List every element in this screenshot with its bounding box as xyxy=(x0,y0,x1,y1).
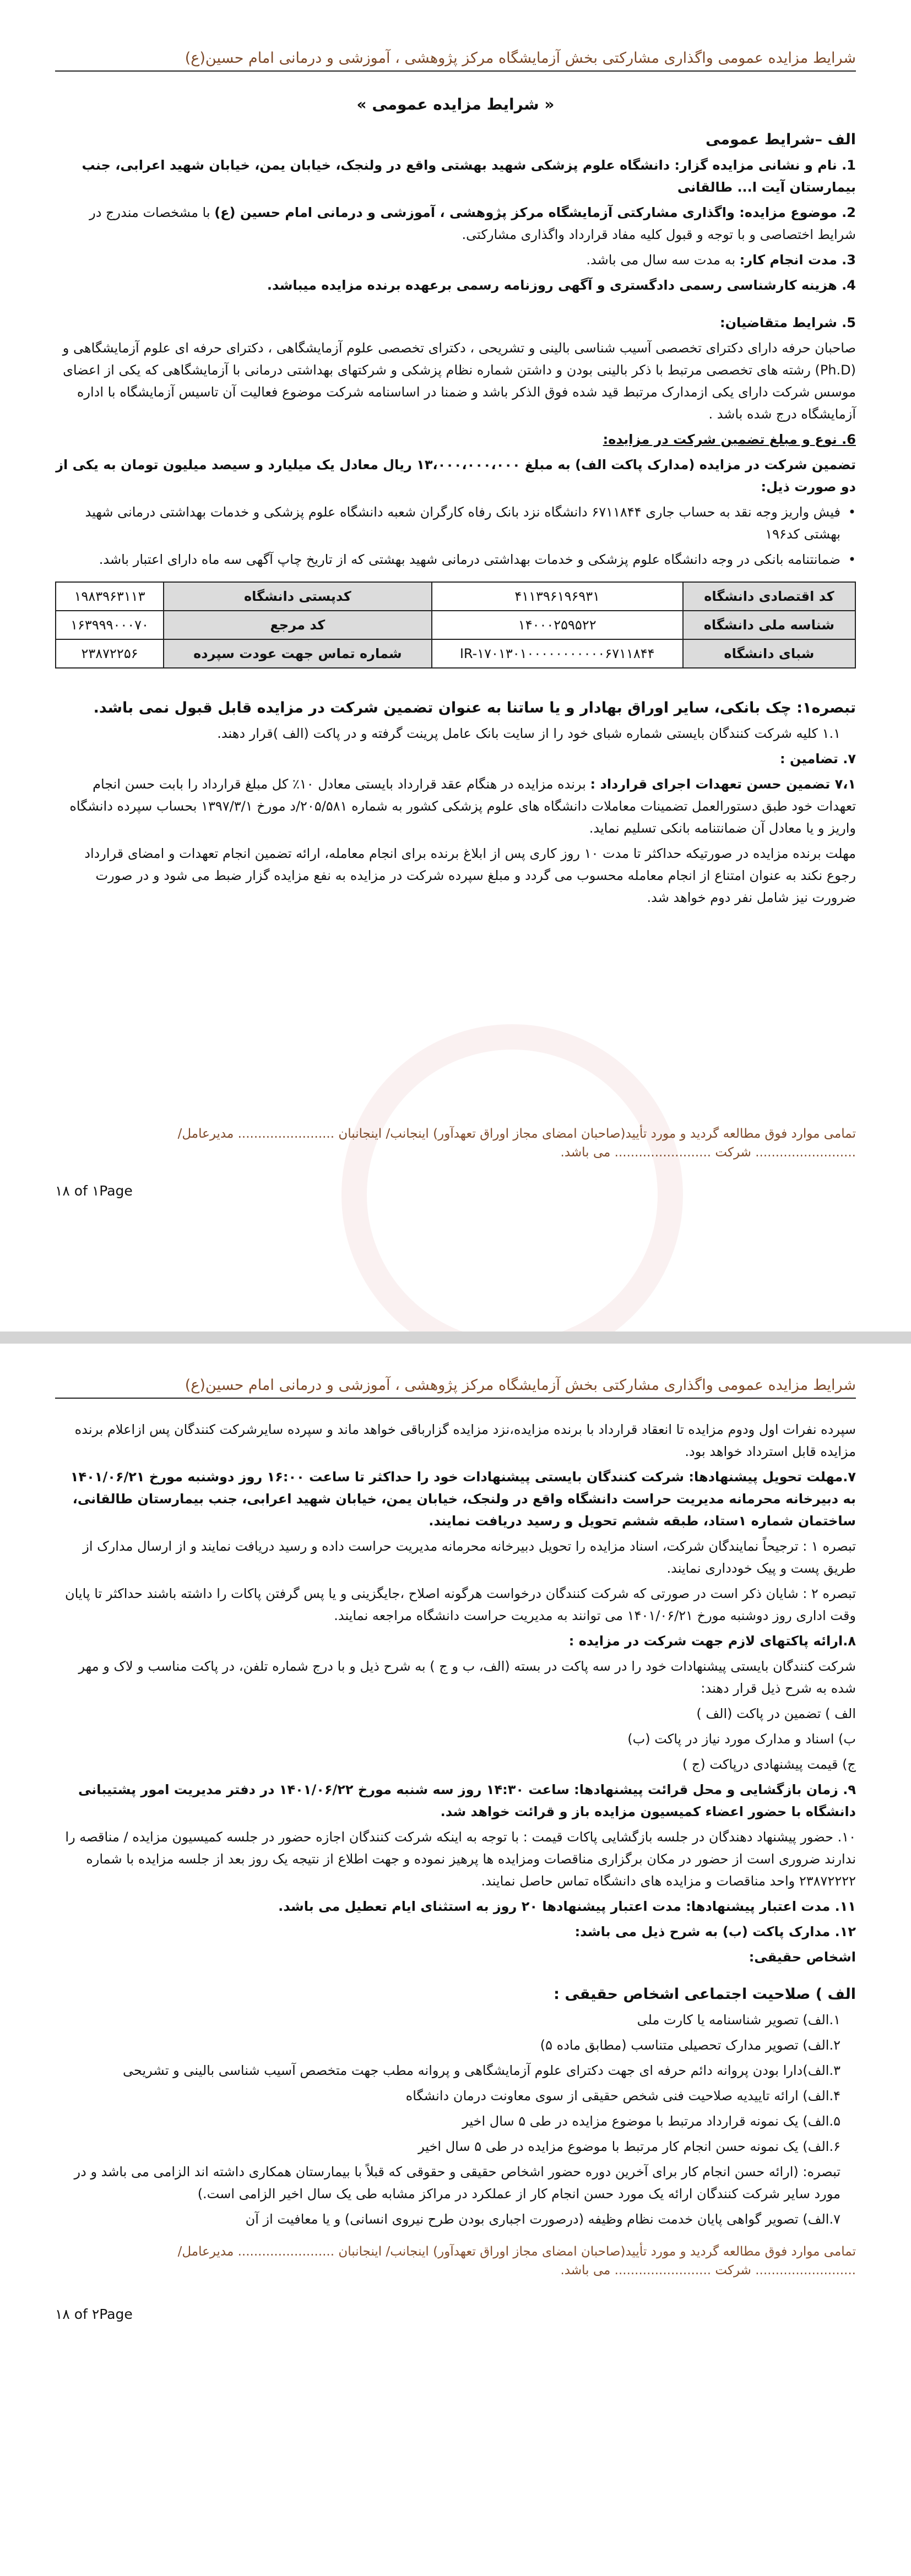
item-3-rest: به مدت سه سال می باشد. xyxy=(586,252,740,268)
item-2-rest: با مشخصات مندرج در شرایط اختصاصی و با توجه و قبول کلیه مفاد قرارداد واگذاری مشارکتی. xyxy=(89,205,856,242)
footer-company: ......................... شرکت ........................ می باشد. xyxy=(560,2263,856,2278)
list-item: ۲.الف) تصویر مدارک تحصیلی متناسب (مطابق ماده ۵) xyxy=(540,2037,840,2053)
list-item: ۷.الف) تصویر گواهی پایان خدمت نظام وظیفه (درصورت اجباری بودن طرح نیروی انسانی) و یا معافیت از آن xyxy=(245,2211,840,2227)
item-5-title: 5. شرایط متقاضیان: xyxy=(719,315,856,330)
account-info-table xyxy=(55,581,856,669)
item-7-1-bold: ۷،۱ تضمین حسن تعهدات اجرای قرارداد : xyxy=(590,776,856,792)
item-10-attendance: ۱۰. حضور پیشنهاد دهندگان در جلسه بازگشایی پاکات قیمت : با توجه به اینکه شرکت کنندگان اجازه حضور در جلسه کمیسیون مزایده / مناقصه را ندارند ضروری است از حضور در مکان برگزاری مناقصات ومزایده ها پرهیز نموده و جهت اطلاع از نتیجه یک روز بعد از جلسه مزایده با شماره ۲۳۸۷۲۲۲۲ واحد مناقصات و مزایده های دانشگاه تماس حاصل نمایند. xyxy=(65,1829,856,1889)
note-withdrawal: تبصره ۲ : شایان ذکر است در صورتی که شرکت کنندگان درخواست هرگونه اصلاح ،جایگزینی و یا پس گرفتن پاکات را داشته باشند حداکثر تا پایان وقت اداری روز دوشنبه مورخ ۱۴۰۱/۰۶/۲۱ می توانند به مدیریت حراست دانشگاه مراجعه نمایند. xyxy=(64,1586,856,1623)
item-7-1 xyxy=(55,773,856,839)
item-8-title: ۸.ارائه پاکتهای لازم جهت شرکت در مزایده : xyxy=(568,1633,856,1649)
page-footer xyxy=(55,2242,856,2280)
note-1: تبصره۱: چک بانکی، سایر اوراق بهادار و یا ساتنا به عنوان تضمین شرکت در مزایده قابل قبول نمی باشد. xyxy=(93,699,856,716)
item-11-validity: ۱۱. مدت اعتبار پیشنهادها: مدت اعتبار پیشنهادها ۲۰ روز به استثنای ایام تعطیل می باشد. xyxy=(278,1899,856,1914)
item-9-opening: ۹. زمان بازگشایی و محل قرائت پیشنهادها: ساعت ۱۴:۳۰ روز سه شنبه مورخ ۱۴۰۱/۰۶/۲۲ در دفتر مدیریت امور پشتیبانی دانشگاه با حضور اعضاء کمیسیون مزایده باز و قرائت خواهد شد. xyxy=(78,1782,856,1819)
deposit-retention: سپرده نفرات اول ودوم مزایده تا انعقاد قرارداد با برنده مزایده،نزد مزایده گزارباقی خواهد ماند و سپرده سایرشرکت کنندگان پس ازاعلام برنده مزایده قابل استرداد خواهد بود. xyxy=(74,1422,856,1459)
list-item: تبصره: (ارائه حسن انجام کار برای آخرین دوره حضور اشخاص حقیقی و حقوقی که قبلاً با بیمارستان همکاری داشته اند الزامی می باشد و در مورد سایر شرکت کنندگان ارائه یک مورد حسن انجام کار از عملکرد در مراکز مشابه طی یک سال اخیر الزامی است.) xyxy=(74,2164,840,2202)
item-6-title: 6. نوع و مبلغ تضمین شرکت در مزایده: xyxy=(603,432,856,447)
item-7-title: ۷. تضامین : xyxy=(779,751,856,767)
page-number: ۱۸ of ۲Page xyxy=(55,2306,133,2322)
item-2-subject xyxy=(55,202,856,246)
page-1-content xyxy=(55,94,856,912)
footer-confirmation: تمامی موارد فوق مطالعه گردید و مورد تأیید(صاحبان امضای مجاز اوراق تعهدآور) اینجانب/ اینجانبان ........................ مدیرعامل/ xyxy=(177,2245,856,2259)
watermark-logo xyxy=(341,1024,683,1366)
table-cell: IR-۱۷۰۱۳۰۱۰۰۰۰۰۰۰۰۰۰۰۶۷۱۱۸۴۴ xyxy=(432,639,683,668)
note-1-1: ۱.۱ کلیه شرکت کنندگان بایستی شماره شبای خود را از سایت بانک عامل پرینت گرفته و در پاکت (الف )قرار دهند. xyxy=(217,726,840,741)
table-row xyxy=(56,611,855,639)
qualification-heading: الف ) صلاحیت اجتماعی اشخاص حقیقی : xyxy=(554,1986,856,2003)
envelope-a: الف ) تضمین در پاکت (الف ) xyxy=(696,1706,856,1721)
list-item: ۴.الف) ارائه تاییدیه صلاحیت فنی شخص حقیقی از سوی معاونت درمان دانشگاه xyxy=(405,2088,840,2104)
guarantee-amount: تضمین شرکت در مزایده (مدارک پاکت الف) به مبلغ ۱۳،۰۰۰،۰۰۰،۰۰۰ ریال معادل یک میلیارد و سیصد میلیون تومان به یکی از دو صورت ذیل: xyxy=(56,457,856,494)
table-cell: کدپستی دانشگاه xyxy=(164,582,432,611)
table-cell: ۱۹۸۳۹۶۳۱۱۳ xyxy=(56,582,164,611)
list-item: ۵.الف) یک نمونه قرارداد مرتبط با موضوع مزایده در طی ۵ سال اخیر xyxy=(462,2113,840,2129)
table-cell: شناسه ملی دانشگاه xyxy=(683,611,855,639)
page-footer xyxy=(55,1124,856,1162)
page-header: شرایط مزایده عمومی واگذاری مشارکتی بخش آزمایشگاه مرکز پژوهشی ، آموزشی و درمانی امام حسین(ع) xyxy=(55,1373,856,1399)
table-cell: ۱۴۰۰۰۲۵۹۵۲۲ xyxy=(432,611,683,639)
bullet-bank-guarantee: • ضمانتنامه بانکی در وجه دانشگاه علوم پزشکی و خدمات بهداشتی درمانی شهید بهشتی که از تاریخ چاپ آگهی سه ماه دارای اعتبار باشد. xyxy=(55,548,856,570)
page-number: ۱۸ of ۱Page xyxy=(55,1183,133,1199)
table-cell: شبای دانشگاه xyxy=(683,639,855,668)
table-cell: شماره تماس جهت عودت سپرده xyxy=(164,639,432,668)
table-cell: ۴۱۱۳۹۶۱۹۶۹۳۱ xyxy=(432,582,683,611)
list-item: ۳.الف)دارا بودن پروانه دائم حرفه ای جهت دکترای علوم آزمایشگاهی و پروانه مطب جهت متخصص آسیب شناسی بالینی و تشریحی xyxy=(123,2063,840,2078)
section-general-heading: الف –شرایط عمومی xyxy=(705,131,856,148)
item-7-1-rest: برنده مزایده در هنگام عقد قرارداد بایستی معادل ۱۰٪ کل مبلغ قرارداد را بابت حسن انجام تعهدات خود طبق دستورالعمل تضمینات معاملات دانشگاه های علوم پزشکی کشور به شماره ۲۰۵/۵۸۱/د مورخ ۱۳۹۷/۳/۱ بحساب سپرده دانشگاه واریز و یا معادل آن ضمانتنامه بانکی تسلیم نماید. xyxy=(69,776,856,836)
table-cell: کد مرجع xyxy=(164,611,432,639)
document-page-2 xyxy=(0,1344,911,2576)
envelope-b: ب) اسناد و مدارک مورد نیاز در پاکت (ب) xyxy=(627,1731,856,1747)
item-8-text: شرکت کنندگان بایستی پیشنهادات خود را در سه پاکت در بسته (الف، ب و ج ) به شرح ذیل و با درج شماره تلفن، در پاکت مناسب و لاک و مهر شده به شرح ذیل قرار دهند: xyxy=(78,1659,856,1696)
item-5-text: صاحبان حرفه دارای دکترای تخصصی آسیب شناسی بالینی و تشریحی ، دکترای تخصصی علوم آزمایشگاهی ، دکترای حرفه ای علوم آزمایشگاهی و (Ph.D) رشته های تخصصی مرتبط با ذکر بالینی بودن و داشتن شماره نظام پزشکی و شرکتهای بهداشتی درمانی با آزمایشگاهی که یکی از اعضای موسس شرکت دارای یکی ازمدارک مرتبط قید شده فوق الذکر باشد و ضمنا در اساسنامه شرکت موضوع فعالیت آن تاسیس آزمایشگاه با اداره آزمایشگاه درج شده باشد . xyxy=(62,340,856,422)
item-3-duration xyxy=(55,249,856,271)
item-4-costs: 4. هزینه کارشناسی رسمی دادگستری و آگهی روزنامه رسمی برعهده برنده مزایده میباشد. xyxy=(267,278,856,293)
item-7-2: مهلت برنده مزایده در صورتیکه حداکثر تا مدت ۱۰ روز کاری پس از ابلاغ برنده برای انجام معامله، ارائه تضمین انجام تعهدات و امضای قرارداد رجوع نکند به عنوان امتناع از انجام معامله محسوب می گردد و مبلغ سپرده شرکت در مزایده به نفع مزایده گزار ضبط می شود و در صورت ضرورت نیز شامل نفر دوم خواهد شد. xyxy=(84,846,856,905)
document-title: « شرایط مزایده عمومی » xyxy=(356,95,555,113)
page-separator xyxy=(0,1332,911,1344)
page-header: شرایط مزایده عمومی واگذاری مشارکتی بخش آزمایشگاه مرکز پژوهشی ، آموزشی و درمانی امام حسین(ع) xyxy=(55,46,856,72)
bullet-cash-deposit: • فیش واریز وجه نقد به حساب جاری ۶۷۱۱۸۴۴ دانشگاه نزد بانک رفاه کارگران شعبه دانشگاه علوم پزشکی و خدمات بهداشتی درمانی شهید بهشتی کد۱۹۶ xyxy=(55,501,856,545)
item-1-tenderer: 1. نام و نشانی مزایده گزار: دانشگاه علوم پزشکی شهید بهشتی واقع در ولنجک، خیابان یمن، خیابان شهید اعرابی، جنب بیمارستان آیت ا... طالقانی xyxy=(82,157,856,195)
table-cell: ۲۳۸۷۲۲۵۶ xyxy=(56,639,164,668)
list-item: ۱.الف) تصویر شناسنامه یا کارت ملی xyxy=(637,2012,840,2028)
item-7-deadline: ۷.مهلت تحویل پیشنهادها: شرکت کنندگان بایستی پیشنهادات خود را حداکثر تا ساعت ۱۶:۰۰ روز دوشنبه مورخ ۱۴۰۱/۰۶/۲۱ به دبیرخانه محرمانه مدیریت حراست دانشگاه واقع در ولنجک، خیابان یمن، خیابان شهید اعرابی، جنب بیمارستان طالقانی، ساختمان شماره ۱ستاد، طبقه ششم تحویل و رسید دریافت نمایند. xyxy=(70,1469,856,1529)
envelope-c: ج) قیمت پیشنهادی درپاکت (ج ) xyxy=(682,1757,856,1772)
table-row xyxy=(56,639,855,668)
item-12-documents: ۱۲. مدارک پاکت (ب) به شرح ذیل می باشد: xyxy=(574,1924,856,1939)
item-2-bold: 2. موضوع مزایده: واگذاری مشارکتی آزمایشگاه مرکز پژوهشی ، آموزشی و درمانی امام حسین (ع) xyxy=(214,205,856,220)
natural-persons-heading: اشخاص حقیقی: xyxy=(749,1949,856,1965)
table-cell: کد اقتصادی دانشگاه xyxy=(683,582,855,611)
note-delivery: تبصره ۱ : ترجیحاً نمایندگان شرکت، اسناد مزایده را تحویل دبیرخانه محرمانه مدیریت حراست داده و رسید دریافت نمایند و از ارسال مدارک از طریق پست و پیک خودداری نمایند. xyxy=(83,1539,856,1576)
table-row xyxy=(56,582,855,611)
footer-company: ......................... شرکت ........................ می باشد. xyxy=(560,1145,856,1160)
item-3-bold: 3. مدت انجام کار: xyxy=(739,252,856,268)
footer-confirmation: تمامی موارد فوق مطالعه گردید و مورد تأیید(صاحبان امضای مجاز اوراق تعهدآور) اینجانب/ اینجانبان ........................ مدیرعامل/ xyxy=(177,1127,856,1141)
table-cell: ۱۶۳۹۹۹۰۰۰۷۰ xyxy=(56,611,164,639)
page-2-content xyxy=(55,1419,856,2233)
list-item: ۶.الف) یک نمونه حسن انجام کار مرتبط با موضوع مزایده در طی ۵ سال اخیر xyxy=(418,2139,840,2154)
